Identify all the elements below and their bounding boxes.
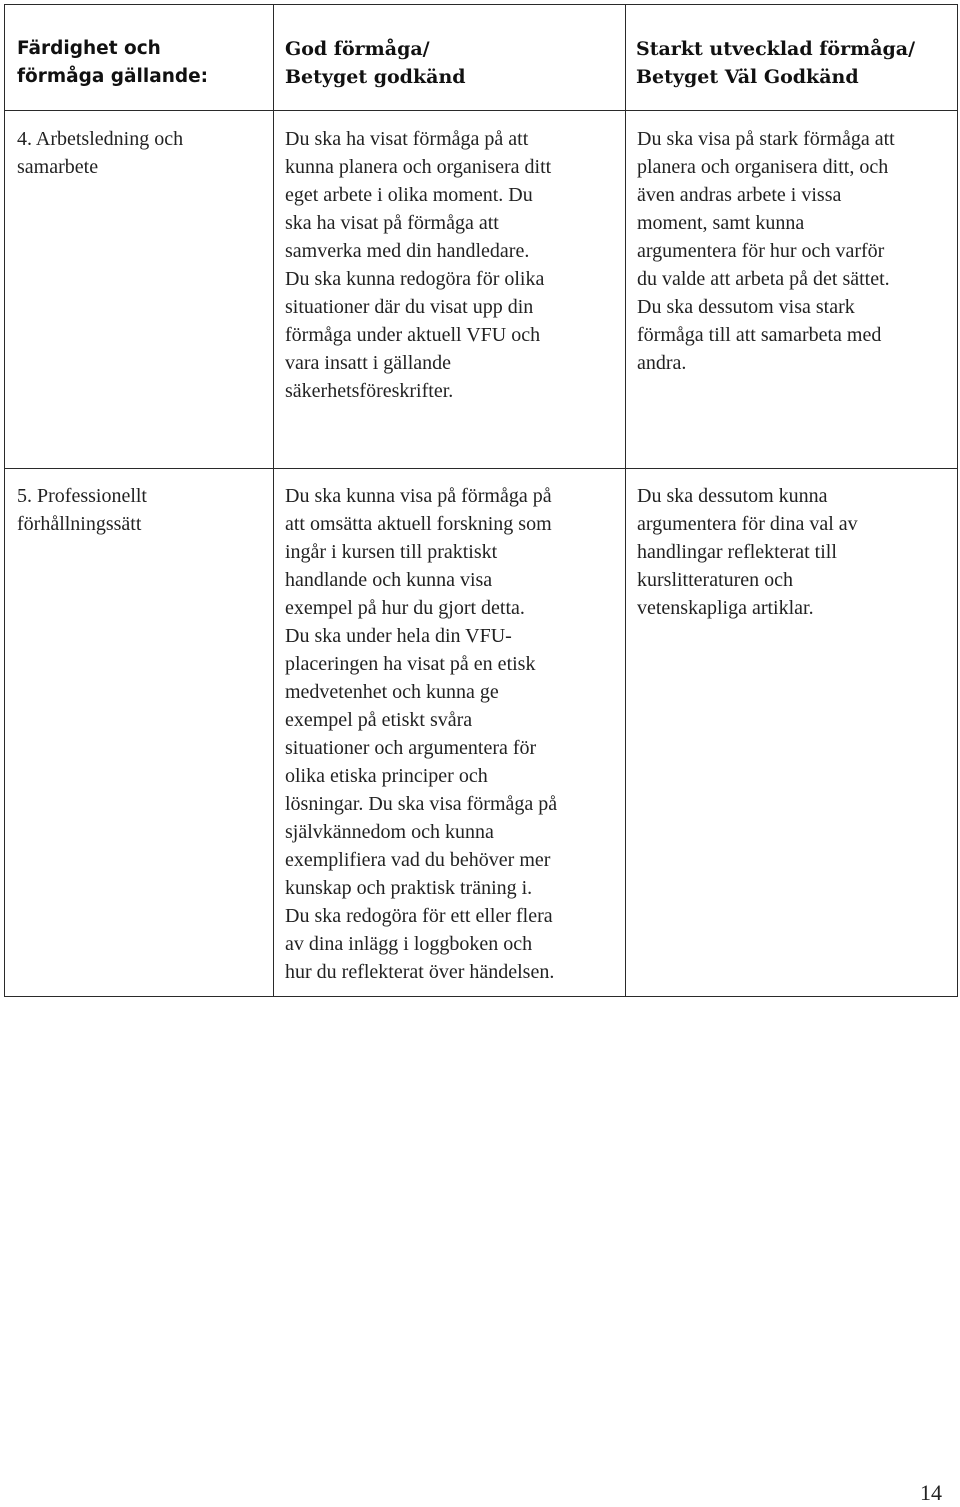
cell-text: Du ska kunna visa på förmåga på bbox=[285, 485, 552, 507]
cell-text: situationer där du visat upp din bbox=[285, 296, 534, 318]
cell-text: situationer och argumentera för bbox=[285, 737, 537, 759]
cell-text: samarbete bbox=[17, 156, 99, 178]
cell-text: olika etiska principer och bbox=[285, 765, 488, 787]
cell-text: andra. bbox=[637, 352, 687, 374]
header-text: förmåga gällande: bbox=[17, 66, 209, 87]
cell-text: ska ha visat på förmåga att bbox=[285, 212, 499, 234]
table-row bbox=[5, 469, 958, 997]
header-text: Starkt utvecklad förmåga/ bbox=[636, 38, 916, 60]
cell-text: självkännedom och kunna bbox=[285, 821, 494, 843]
header-text: Färdighet och bbox=[17, 38, 161, 59]
cell-text: samverka med din handledare. bbox=[285, 240, 530, 262]
cell-text: Du ska kunna redogöra för olika bbox=[285, 268, 545, 290]
cell-text: vara insatt i gällande bbox=[285, 352, 452, 374]
cell-text: du valde att arbeta på det sättet. bbox=[637, 268, 890, 290]
cell-text: lösningar. Du ska visa förmåga på bbox=[285, 793, 558, 815]
cell-text: ingår i kursen till praktiskt bbox=[285, 541, 498, 563]
cell-text: Du ska under hela din VFU- bbox=[285, 625, 512, 647]
page-number: 14 bbox=[920, 1480, 942, 1505]
cell-text: medvetenhet och kunna ge bbox=[285, 681, 499, 703]
cell-text: exempel på etiskt svåra bbox=[285, 709, 473, 731]
cell-text: förmåga under aktuell VFU och bbox=[285, 324, 541, 346]
assessment-criteria-table bbox=[4, 4, 958, 997]
header-cell-skill bbox=[5, 5, 274, 111]
cell-text: kurslitteraturen och bbox=[637, 569, 794, 591]
cell-text: moment, samt kunna bbox=[637, 212, 805, 234]
header-text: God förmåga/ bbox=[285, 38, 430, 60]
val-godkand-cell bbox=[626, 111, 958, 469]
godkand-cell bbox=[274, 469, 626, 997]
cell-text: av dina inlägg i loggboken och bbox=[285, 933, 533, 955]
header-text: Betyget godkänd bbox=[285, 66, 466, 88]
cell-text: handlande och kunna visa bbox=[285, 569, 493, 591]
cell-text: kunskap och praktisk träning i. bbox=[285, 877, 533, 899]
val-godkand-cell bbox=[626, 469, 958, 997]
cell-text: Du ska redogöra för ett eller flera bbox=[285, 905, 553, 927]
cell-text: även andras arbete i vissa bbox=[637, 184, 842, 206]
cell-text: exempel på hur du gjort detta. bbox=[285, 597, 525, 619]
header-cell-val-godkand bbox=[626, 5, 958, 111]
cell-text: Du ska visa på stark förmåga att bbox=[637, 128, 895, 150]
cell-text: exemplifiera vad du behöver mer bbox=[285, 849, 551, 871]
cell-text: hur du reflekterat över händelsen. bbox=[285, 961, 555, 983]
header-text: Betyget Väl Godkänd bbox=[636, 66, 859, 88]
cell-text: placeringen ha visat på en etisk bbox=[285, 653, 536, 675]
cell-text: 5. Professionellt bbox=[17, 485, 147, 507]
cell-text: Du ska ha visat förmåga på att bbox=[285, 128, 529, 150]
cell-text: eget arbete i olika moment. Du bbox=[285, 184, 533, 206]
cell-text: argumentera för hur och varför bbox=[637, 240, 885, 262]
table-header-row bbox=[5, 5, 958, 111]
cell-text: Du ska dessutom kunna bbox=[637, 485, 828, 507]
cell-text: förhållningssätt bbox=[17, 513, 142, 535]
cell-text: förmåga till att samarbeta med bbox=[637, 324, 882, 346]
cell-text: att omsätta aktuell forskning som bbox=[285, 513, 552, 535]
cell-text: kunna planera och organisera ditt bbox=[285, 156, 552, 178]
cell-text: Du ska dessutom visa stark bbox=[637, 296, 855, 318]
cell-text: 4. Arbetsledning och bbox=[17, 128, 184, 150]
skill-cell bbox=[5, 111, 274, 469]
header-cell-godkand bbox=[274, 5, 626, 111]
skill-cell bbox=[5, 469, 274, 997]
table-row bbox=[5, 111, 958, 469]
cell-text: handlingar reflekterat till bbox=[637, 541, 837, 563]
cell-text: planera och organisera ditt, och bbox=[637, 156, 889, 178]
cell-text: vetenskapliga artiklar. bbox=[637, 597, 814, 619]
godkand-cell bbox=[274, 111, 626, 469]
cell-text: argumentera för dina val av bbox=[637, 513, 858, 535]
cell-text: säkerhetsföreskrifter. bbox=[285, 380, 454, 402]
